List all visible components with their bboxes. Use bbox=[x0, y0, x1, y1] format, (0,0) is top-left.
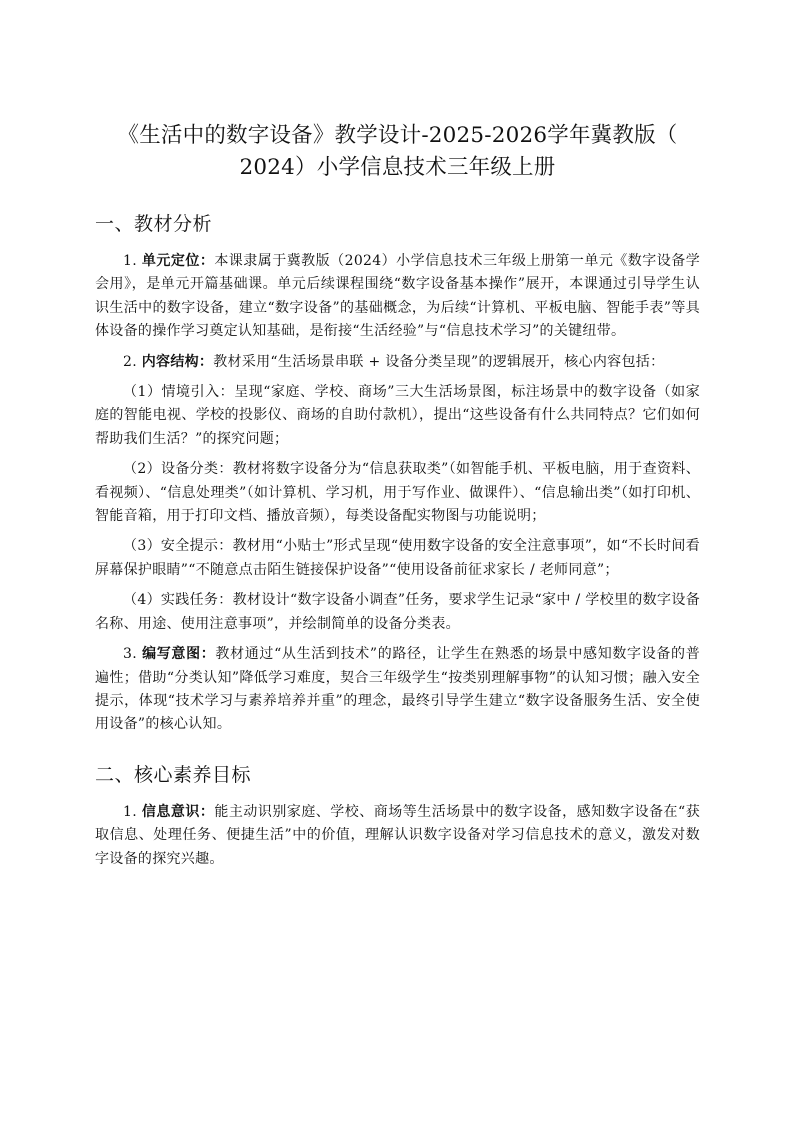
document-title bbox=[95, 120, 700, 184]
paragraph-content-structure bbox=[95, 351, 700, 374]
item-text: 教材采用“生活场景串联 + 设备分类呈现”的逻辑展开，核心内容包括： bbox=[213, 353, 665, 370]
document-page bbox=[95, 120, 700, 878]
item-number: 1. bbox=[123, 803, 137, 820]
paragraph-device-classification: （2）设备分类：教材将数字设备分为“信息获取类”（如智能手机、平板电脑，用于查资料、看视频）、“信息处理类”（如计算机、学习机，用于写作业、做课件）、“信息输出类”（如打印机、智能音箱，用于打印文档、播放音频），每类设备配实物图与功能说明； bbox=[95, 461, 700, 525]
section-heading-textbook-analysis: 一、教材分析 bbox=[95, 213, 213, 235]
paragraph-safety-tips: （3）安全提示：教材用“小贴士”形式呈现“使用数字设备的安全注意事项”，如“不长时间看屏幕保护眼睛”“不随意点击陌生链接保护设备”“使用设备前征求家长 / 老师同意”； bbox=[95, 538, 700, 578]
title-line-1: 《生活中的数字设备》教学设计-2025-2026学年冀教版（ bbox=[117, 123, 678, 148]
item-label: 单元定位： bbox=[141, 253, 215, 269]
paragraph-practice-task: （4）实践任务：教材设计“数字设备小调查”任务，要求学生记录“家中 / 学校里的数字设备名称、用途、使用注意事项”，并绘制简单的设备分类表。 bbox=[95, 592, 700, 632]
paragraph-writing-intent bbox=[95, 643, 700, 737]
item-text: 教材通过“从生活到技术”的路径，让学生在熟悉的场景中感知数字设备的普遍性；借助“分类认知”降低学习难度，契合三年级学生“按类别理解事物”的认知习惯；融入安全提示，体现“技术学习与素养培养并重”的理念，最终引导学生建立“数字设备服务生活、安全使用设备”的核心认知。 bbox=[95, 646, 700, 733]
item-text: 能主动识别家庭、学校、商场等生活场景中的数字设备，感知数字设备在“获取信息、处理任务、便捷生活”中的价值，理解认识数字设备对学习信息技术的意义，激发对数字设备的探究兴趣。 bbox=[95, 803, 700, 867]
paragraph-information-awareness bbox=[95, 801, 700, 871]
item-label: 信息意识： bbox=[141, 803, 215, 820]
paragraph-unit-positioning bbox=[95, 250, 700, 344]
title-line-2: 2024）小学信息技术三年级上册 bbox=[239, 155, 556, 180]
item-number: 1. bbox=[123, 253, 137, 269]
item-text: 本课隶属于冀教版（2024）小学信息技术三年级上册第一单元《数字设备学会用》，是单元开篇基础课。单元后续课程围绕“数字设备基本操作”展开，本课通过引导学生认识生活中的数字设备，建立“数字设备”的基础概念，为后续“计算机、平板电脑、智能手表”等具体设备的操作学习奠定认知基础，是衔接“生活经验”与“信息技术学习”的关键纽带。 bbox=[95, 253, 700, 340]
section-heading-core-literacy: 二、核心素养目标 bbox=[95, 763, 252, 786]
item-label: 编写意图： bbox=[142, 646, 216, 663]
item-number: 2. bbox=[123, 353, 137, 370]
item-number: 3. bbox=[123, 646, 137, 663]
item-label: 内容结构： bbox=[141, 353, 214, 370]
paragraph-scenario-intro: （1）情境引入：呈现“家庭、学校、商场”三大生活场景图，标注场景中的数字设备（如家庭的智能电视、学校的投影仪、商场的自助付款机），提出“这些设备有什么共同特点？它们如何帮助我们生活？”的探究问题； bbox=[95, 384, 700, 447]
